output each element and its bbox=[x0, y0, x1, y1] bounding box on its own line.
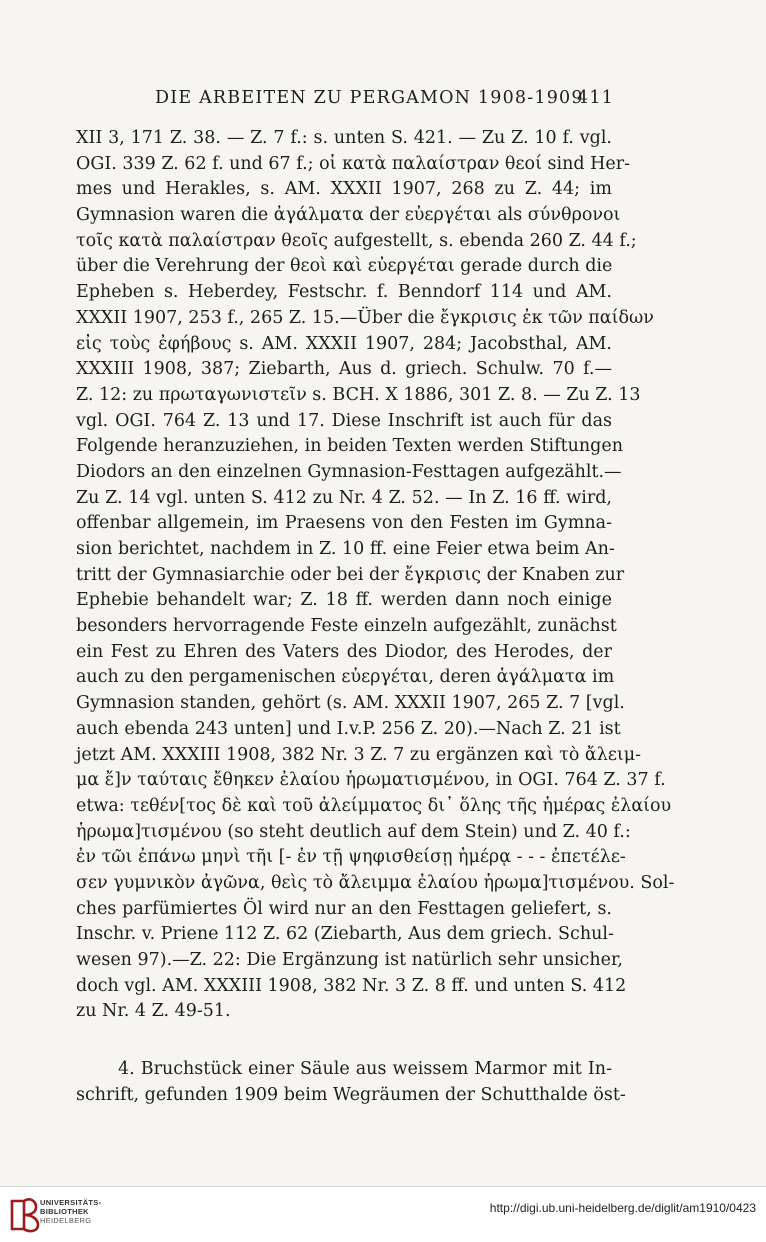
text-line: 4. Bruchstück einer Säule aus weissem Marmor mit In- bbox=[118, 1059, 612, 1080]
text-line: ἐν τῶι ἐπάνω μηνὶ τῆι [- ἐν τῇ ψηφισθείσῃ ἡμέρᾳ - - - ἐπετέλε- bbox=[76, 847, 626, 868]
text-line: vgl. OGI. 764 Z. 13 und 17. Diese Inschrift ist auch für das bbox=[76, 410, 612, 431]
text-line: sion berichtet, nachdem in Z. 10 ff. eine Feier etwa beim An- bbox=[76, 539, 615, 559]
text-line: σεν γυμνικὸν ἀγῶνα, θεὶς τὸ ἄλειμμα ἐλαίου ἡρωμα]τισμένου. Sol- bbox=[76, 872, 675, 893]
running-title: DIE ARBEITEN ZU PERGAMON 1908-1909 bbox=[155, 88, 584, 108]
text-line: ἡρωμα]τισμένου (so steht deutlich auf dem Stein) und Z. 40 f.: bbox=[76, 821, 631, 842]
text-line: jetzt AM. XXXIII 1908, 382 Nr. 3 Z. 7 zu ergänzen καὶ τὸ ἄλειμ- bbox=[76, 744, 642, 765]
text-line: mes und Herakles, s. AM. XXXII 1907, 268 zu Z. 44; im bbox=[76, 179, 612, 200]
text-line: besonders hervorragende Feste einzeln aufgezählt, zunächst bbox=[76, 616, 617, 637]
library-name-line3: HEIDELBERG bbox=[40, 1216, 92, 1225]
footer-bar bbox=[0, 1186, 766, 1242]
text-line: Folgende heranzuziehen, in beiden Texten werden Stiftungen bbox=[76, 436, 623, 457]
library-name bbox=[40, 1198, 101, 1225]
text-line: offenbar allgemein, im Praesens von den Festen im Gymna- bbox=[76, 513, 612, 534]
paragraph-spacer bbox=[76, 1025, 612, 1057]
text-line: εἰς τοὺς ἐφήβους s. AM. XXXII 1907, 284; Jacobsthal, AM. bbox=[76, 333, 612, 354]
text-line: zu Nr. 4 Z. 49-51. bbox=[76, 1001, 231, 1022]
text-line: tritt der Gymnasiarchie oder bei der ἔγκρισις der Knaben zur bbox=[76, 564, 625, 585]
text-line: Epheben s. Heberdey, Festschr. f. Benndorf 114 und AM. bbox=[76, 282, 612, 303]
body-text bbox=[76, 126, 675, 1108]
text-line: schrift, gefunden 1909 beim Wegräumen der Schutthalde öst- bbox=[76, 1084, 626, 1105]
text-line: wesen 97).—Z. 22: Die Ergänzung ist natürlich sehr unsicher, bbox=[76, 950, 623, 970]
text-line: τοῖς κατὰ παλαίστραν θεοῖς aufgestellt, s. ebenda 260 Z. 44 f.; bbox=[76, 230, 637, 251]
text-line: μα ἔ]ν ταύταις ἔθηκεν ἐλαίου ἡρωματισμένου, in OGI. 764 Z. 37 f. bbox=[76, 770, 666, 791]
library-name-line1: UNIVERSITÄTS- bbox=[40, 1198, 102, 1207]
library-name-line2: BIBLIOTHEK bbox=[40, 1207, 89, 1216]
page-number: 411 bbox=[577, 88, 615, 108]
text-line: ein Fest zu Ehren des Vaters des Diodor, des Herodes, der bbox=[76, 641, 612, 662]
text-line: Zu Z. 14 vgl. unten S. 412 zu Nr. 4 Z. 52. — In Z. 16 ff. wird, bbox=[76, 487, 612, 508]
text-line: doch vgl. AM. XXXIII 1908, 382 Nr. 3 Z. 8 ff. und unten S. 412 bbox=[76, 975, 627, 996]
text-line: Gymnasion standen, gehört (s. AM. XXXII 1907, 265 Z. 7 [vgl. bbox=[76, 693, 625, 714]
text-line: auch ebenda 243 unten] und I.v.P. 256 Z. 20).—Nach Z. 21 ist bbox=[76, 718, 621, 739]
source-url-link[interactable]: http://digi.ub.uni-heidelberg.de/diglit/am1910/0423 bbox=[489, 1201, 756, 1215]
text-line: XXXII 1907, 253 f., 265 Z. 15.—Über die ἔγκρισις ἐκ τῶν παίδων bbox=[76, 307, 654, 328]
paragraph-item-4 bbox=[76, 1057, 626, 1108]
text-line: auch zu den pergamenischen εὐεργέται, deren ἀγάλματα im bbox=[76, 667, 615, 688]
text-line: OGI. 339 Z. 62 f. und 67 f.; οἱ κατὰ παλαίστραν θεοί sind Her- bbox=[76, 153, 631, 174]
text-line: Gymnasion waren die ἀγάλματα der εὐεργέται als σύνθρονοι bbox=[76, 205, 621, 226]
text-line: Diodors an den einzelnen Gymnasion-Festtagen aufgezählt.— bbox=[76, 461, 622, 482]
text-line: Ephebie behandelt war; Z. 18 ff. werden dann noch einige bbox=[76, 590, 612, 611]
paragraph-commentary bbox=[76, 126, 675, 1025]
text-line: ches parfümiertes Öl wird nur an den Festtagen geliefert, s. bbox=[76, 898, 612, 919]
text-line: XII 3, 171 Z. 38. — Z. 7 f.: s. unten S. 421. — Zu Z. 10 f. vgl. bbox=[76, 128, 612, 148]
text-line: Z. 12: zu πρωταγωνιστεῖν s. BCH. X 1886, 301 Z. 8. — Zu Z. 13 bbox=[76, 384, 641, 405]
text-line: XXXIII 1908, 387; Ziebarth, Aus d. griech. Schulw. 70 f.— bbox=[76, 359, 612, 380]
text-line: Inschr. v. Priene 112 Z. 62 (Ziebarth, Aus dem griech. Schul- bbox=[76, 924, 614, 945]
text-line: etwa: τεθέν[τος δὲ καὶ τοῦ ἀλείμματος δι᾽ ὅλης τῆς ἡμέρας ἐλαίου bbox=[76, 795, 672, 816]
page-header bbox=[0, 88, 766, 114]
text-line: über die Verehrung der θεοὶ καὶ εὐεργέται gerade durch die bbox=[76, 256, 613, 277]
